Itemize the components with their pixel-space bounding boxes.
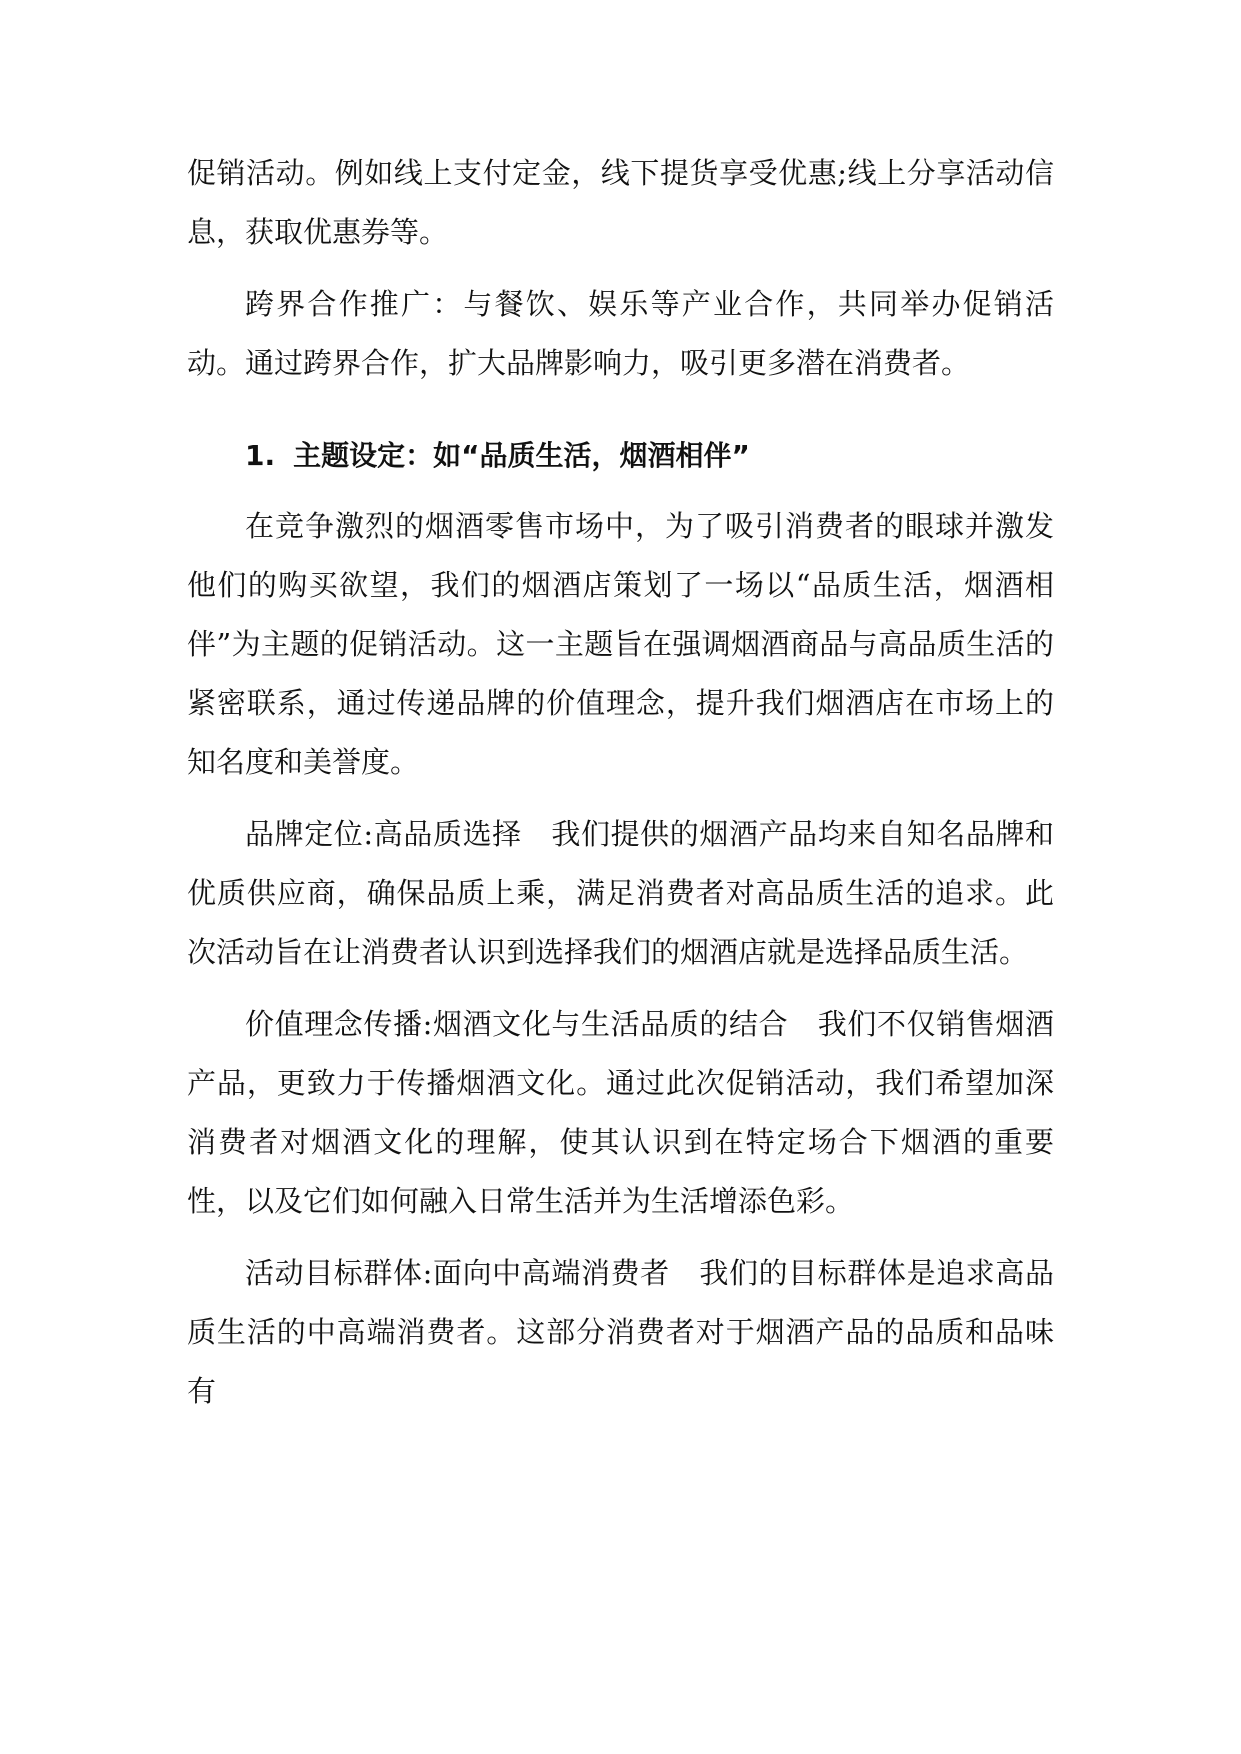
paragraph-continuation: 促销活动。例如线上支付定金，线下提货享受优惠;线上分享活动信息，获取优惠券等。 — [187, 156, 1054, 249]
heading-text: 主题设定：如“品质生活，烟酒相伴” — [293, 439, 750, 472]
paragraph-target-group: 活动目标群体:面向中高端消费者 我们的目标群体是追求高品质生活的中高端消费者。这部分消费者对于烟酒产品的品质和品味有 — [187, 1256, 1054, 1408]
heading-number: 1. — [245, 439, 276, 472]
section-heading — [187, 426, 1054, 485]
paragraph-crossover-promotion: 跨界合作推广：与餐饮、娱乐等产业合作，共同举办促销活动。通过跨界合作，扩大品牌影响力，吸引更多潜在消费者。 — [187, 287, 1054, 380]
paragraph-brand-positioning: 品牌定位:高品质选择 我们提供的烟酒产品均来自知名品牌和优质供应商，确保品质上乘，满足消费者对高品质生活的追求。此次活动旨在让消费者认识到选择我们的烟酒店就是选择品质生活。 — [187, 817, 1054, 969]
paragraph-value-communication: 价值理念传播:烟酒文化与生活品质的结合 我们不仅销售烟酒产品，更致力于传播烟酒文化。通过此次促销活动，我们希望加深消费者对烟酒文化的理解，使其认识到在特定场合下烟酒的重要性，以及它们如何融入日常生活并为生活增添色彩。 — [187, 1007, 1054, 1218]
document-body — [187, 144, 1054, 1421]
paragraph-theme-intro: 在竞争激烈的烟酒零售市场中，为了吸引消费者的眼球并激发他们的购买欲望，我们的烟酒店策划了一场以“品质生活，烟酒相伴”为主题的促销活动。这一主题旨在强调烟酒商品与高品质生活的紧密联系，通过传递品牌的价值理念，提升我们烟酒店在市场上的知名度和美誉度。 — [187, 509, 1054, 779]
